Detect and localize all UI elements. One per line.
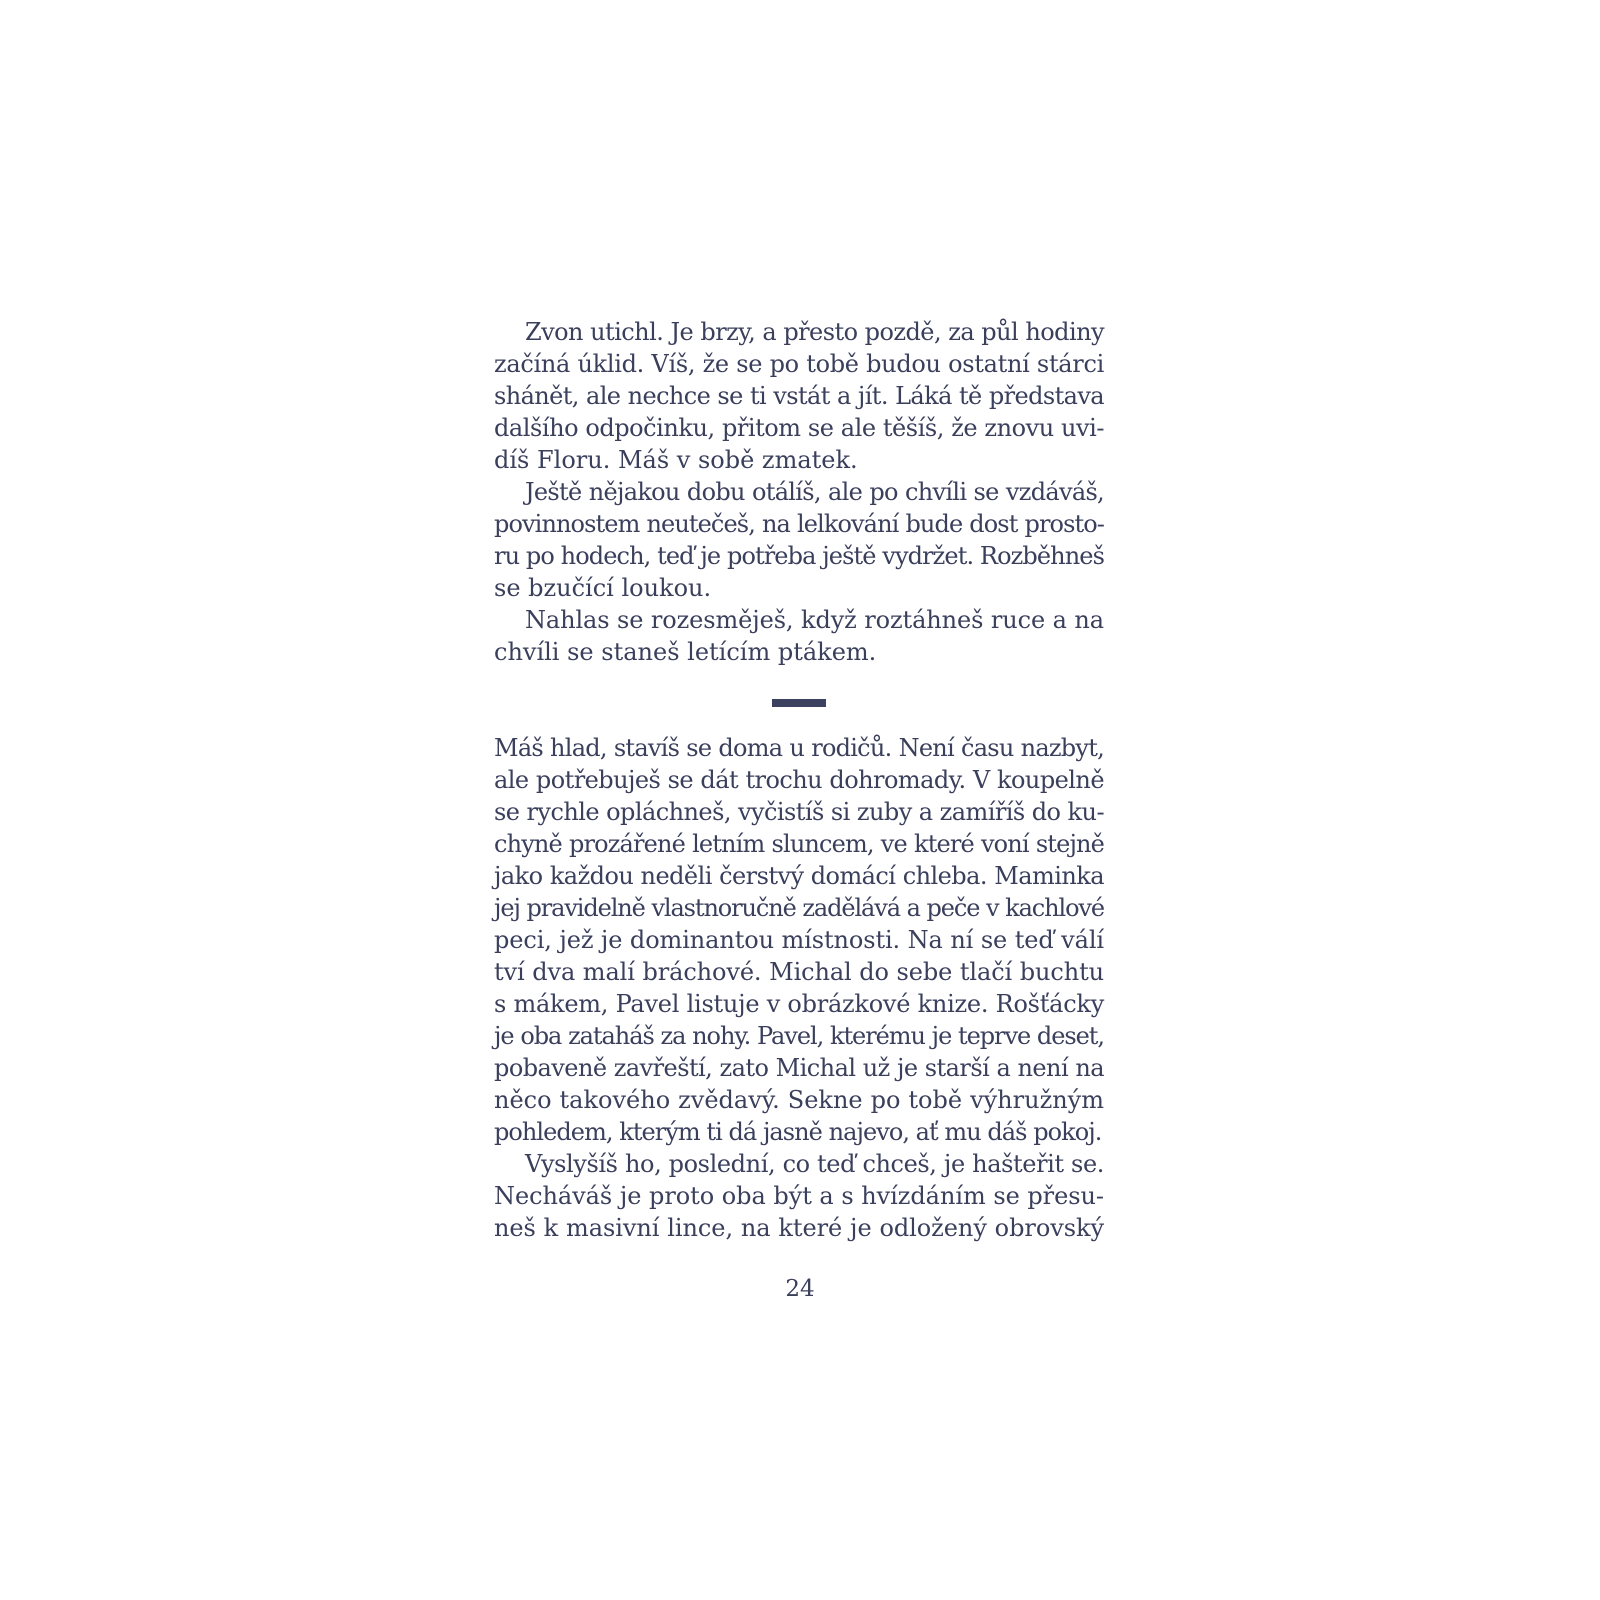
text-line: chyně prozářené letním sluncem, ve které voní stejně (494, 830, 1104, 858)
text-line: ru po hodech, teď je potřeba ještě vydržet. Rozběhneš (494, 542, 1104, 570)
text-line: díš Floru. Máš v sobě zmatek. (494, 446, 858, 474)
text-line: pobaveně zavřeští, zato Michal už je starší a není na (494, 1054, 1104, 1082)
text-line: Zvon utichl. Je brzy, a přesto pozdě, za půl hodiny (525, 318, 1104, 346)
text-line: tví dva malí bráchové. Michal do sebe tlačí buchtu (494, 958, 1104, 986)
page-number: 24 (785, 1276, 815, 1302)
text-line: Vyslyšíš ho, poslední, co teď chceš, je hašteřit se. (525, 1150, 1104, 1178)
text-line: dalšího odpočinku, přitom se ale těšíš, že znovu uvi- (494, 414, 1104, 442)
text-line: pohledem, kterým ti dá jasně najevo, ať mu dáš pokoj. (494, 1118, 1102, 1146)
text-line: Nahlas se rozesměješ, když roztáhneš ruce a na (525, 606, 1104, 634)
text-line: peci, jež je dominantou místnosti. Na ní se teď válí (494, 926, 1104, 954)
text-line: je oba zataháš za nohy. Pavel, kterému je teprve deset, (494, 1022, 1104, 1050)
text-line: jako každou neděli čerstvý domácí chleba. Maminka (494, 862, 1104, 890)
text-line: chvíli se staneš letícím ptákem. (494, 638, 877, 666)
text-line: shánět, ale nechce se ti vstát a jít. Láká tě představa (494, 382, 1104, 410)
text-line: Ještě nějakou dobu otálíš, ale po chvíli se vzdáváš, (525, 478, 1104, 506)
text-line: ale potřebuješ se dát trochu dohromady. V koupelně (494, 766, 1104, 794)
text-line: Necháváš je proto oba být a s hvízdáním se přesu- (494, 1182, 1104, 1210)
text-section-2 (494, 732, 1104, 1244)
text-line: jej pravidelně vlastnoručně zadělává a peče v kachlové (494, 894, 1104, 922)
text-section-1 (494, 316, 1104, 668)
text-line: něco takového zvědavý. Sekne po tobě výhružným (494, 1086, 1104, 1114)
text-line: začíná úklid. Víš, že se po tobě budou ostatní stárci (494, 350, 1104, 378)
text-line: neš k masivní lince, na které je odložený obrovský (494, 1214, 1104, 1242)
text-line: se rychle opláchneš, vyčistíš si zuby a zamíříš do ku- (494, 798, 1104, 826)
text-line: se bzučící loukou. (494, 574, 712, 602)
text-line: Máš hlad, stavíš se doma u rodičů. Není času nazbyt, (494, 734, 1104, 762)
text-line: s mákem, Pavel listuje v obrázkové knize. Rošťácky (494, 990, 1104, 1018)
section-divider (772, 699, 826, 707)
text-line: povinnostem neutečeš, na lelkování bude dost prosto- (494, 510, 1104, 538)
